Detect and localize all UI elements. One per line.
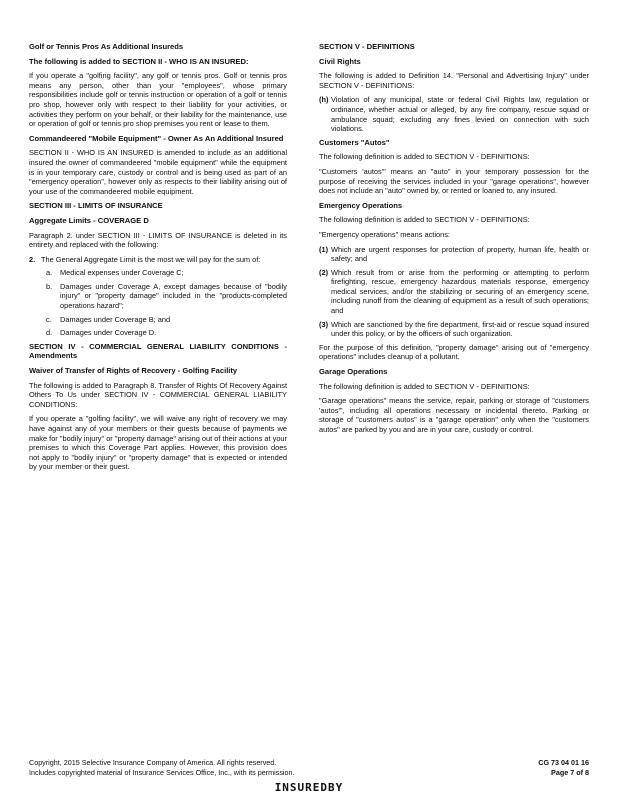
aggregate-limits-text: Paragraph 2. under SECTION III - LIMITS OF INSURANCE is deleted in its entirety and replaced with the following:	[29, 230, 287, 250]
sub-list-marker: a.	[46, 268, 53, 278]
customers-autos-intro: The following definition is added to SECTION V - DEFINITIONS:	[319, 152, 530, 162]
sub-list-item	[46, 282, 287, 311]
list-item	[29, 255, 287, 265]
list-item	[319, 245, 589, 264]
sub-list-item	[46, 268, 287, 278]
list-marker: (2)	[319, 267, 329, 277]
sub-list-text: Damages under Coverage A, except damages because of "bodily injury" or "property damage" included in the "products-completed operations hazard";	[60, 281, 287, 311]
form-number: CG 73 04 01 16	[538, 758, 589, 767]
list-text: The General Aggregate Limit is the most we will pay for the sum of:	[41, 254, 261, 264]
list-text: Which are urgent responses for protection of property, human life, health or safety; and	[331, 244, 589, 264]
list-text: Violation of any municipal, state or federal Civil Rights law, regulation or ordinance, whether actual or alleged, by any fire company, rescue squad or ambulance squad; excluding any fines levied on connection with such violations.	[331, 95, 589, 134]
sub-list-marker: d.	[46, 328, 53, 338]
sub-list-marker: b.	[46, 281, 53, 291]
waiver-intro: The following is added to Paragraph 8. Transfer of Rights Of Recovery Against Others To Us under SECTION IV - COMMERCIAL GENERAL LIABILITY CONDITIONS:	[29, 380, 287, 409]
list-text: Which are sanctioned by the fire department, first-aid or rescue squad insured under this policy, or by the officers of such organization.	[331, 319, 589, 339]
garage-operations-text: "Garage operations" means the service, repair, parking or storage of "customers 'autos'", including all operations necessary or incidental thereto. Parking or storage of "customers autos" is a "garage operation" only when the "customers autos" are parked by you and are in your care, custody or control.	[319, 396, 589, 434]
waiver-heading: Waiver of Transfer of Rights of Recovery - Golfing Facility	[29, 366, 238, 376]
emergency-operations-intro: The following definition is added to SECTION V - DEFINITIONS:	[319, 215, 530, 225]
left-column	[29, 42, 287, 477]
commandeered-equipment-heading: Commandeered "Mobile Equipment" - Owner As An Additional Insured	[29, 133, 284, 143]
list-item	[319, 268, 589, 316]
customers-autos-text: "Customers 'autos'" means an "auto" in your temporary possession for the purpose of receiving the services included in your "garage operations", however does not include an "auto" owned by, or rented or loaned to, any insured.	[319, 166, 589, 196]
sub-list-text: Damages under Coverage D.	[60, 328, 157, 338]
section-v-heading: SECTION V - DEFINITIONS	[319, 42, 415, 51]
list-item	[319, 320, 589, 339]
golf-pros-intro: The following is added to SECTION II - WHO IS AN INSURED:	[29, 56, 249, 66]
emergency-operations-heading: Emergency Operations	[319, 200, 403, 210]
copyright-line-2: Includes copyrighted material of Insurance Services Office, Inc., with its permission.	[29, 768, 295, 777]
emergency-operations-tail: For the purpose of this definition, "property damage" arising out of "emergency operations" includes cleanup of a pollutant.	[319, 342, 589, 362]
watermark-text: INSUREDBY	[274, 781, 344, 794]
sub-list-item	[46, 315, 287, 325]
copyright-line-1: Copyright, 2015 Selective Insurance Company of America. All rights reserved.	[29, 758, 277, 767]
garage-operations-intro: The following definition is added to SECTION V - DEFINITIONS:	[319, 381, 530, 391]
list-text: Which result from or arise from the performing or attempting to perform firefighting, rescue, emergency hazardous materials response, emergency medical services, and/or the stabilizing or securing of an emergency scene, including runoff from the cleaning of equipment as a result of such operations; and	[331, 267, 589, 316]
list-item	[319, 95, 589, 133]
page-number: Page 7 of 8	[551, 768, 589, 777]
section-iii-heading: SECTION III - LIMITS OF INSURANCE	[29, 201, 163, 211]
garage-operations-heading: Garage Operations	[319, 367, 388, 377]
sub-list-marker: c.	[46, 314, 52, 324]
customers-autos-heading: Customers "Autos"	[319, 137, 390, 147]
aggregate-limits-heading: Aggregate Limits - COVERAGE D	[29, 215, 149, 225]
golf-pros-text: If you operate a "golfing facility", any golf or tennis pros. Golf or tennis pros means any person, other than your "employees", whose primary responsibilities include golf or tennis instruction or operation of a golf or tennis pro shop, however only with respect to their liability for your activities, or activities they perform on your behalf, or their liability for the maintenance, use or operation of golf or tennis pro shop premises you rent or lease to them.	[29, 71, 287, 129]
section-iv-heading: SECTION IV - COMMERCIAL GENERAL LIABILITY CONDITIONS - Amendments	[29, 341, 287, 361]
list-marker: (h)	[319, 95, 329, 105]
golf-pros-heading: Golf or Tennis Pros As Additional Insureds	[29, 42, 184, 51]
list-marker: (1)	[319, 244, 329, 254]
civil-rights-heading: Civil Rights	[319, 56, 361, 66]
right-column	[319, 42, 589, 440]
commandeered-equipment-text: SECTION II - WHO IS AN INSURED is amended to include as an additional insured the owner of commandeered "mobile equipment" while the equipment is in your temporary care, custody or control and is being used as part of an "emergency operation", however only as respects to their liability arising out of your use of the commandeered mobile equipment.	[29, 148, 287, 196]
list-marker: (3)	[319, 319, 329, 329]
sub-list-text: Damages under Coverage B; and	[60, 314, 171, 324]
sub-list-item	[46, 328, 287, 338]
emergency-operations-lead: "Emergency operations" means actions:	[319, 229, 450, 239]
waiver-text: If you operate a "golfing facility", we will waive any right of recovery we may have against any of your members or their guests because of payments we make for "bodily injury" or "property damage" arising out of their actions at your premises to which this Coverage Part applies. However, this provision does not apply to "bodily injury" or "property damage" that is expected or intended by your member or their guest.	[29, 414, 287, 472]
sub-list-text: Medical expenses under Coverage C;	[60, 268, 184, 278]
civil-rights-intro: The following is added to Definition 14. "Personal and Advertising Injury" under SECTION V - DEFINITIONS:	[319, 71, 589, 90]
list-marker: 2.	[29, 254, 36, 264]
